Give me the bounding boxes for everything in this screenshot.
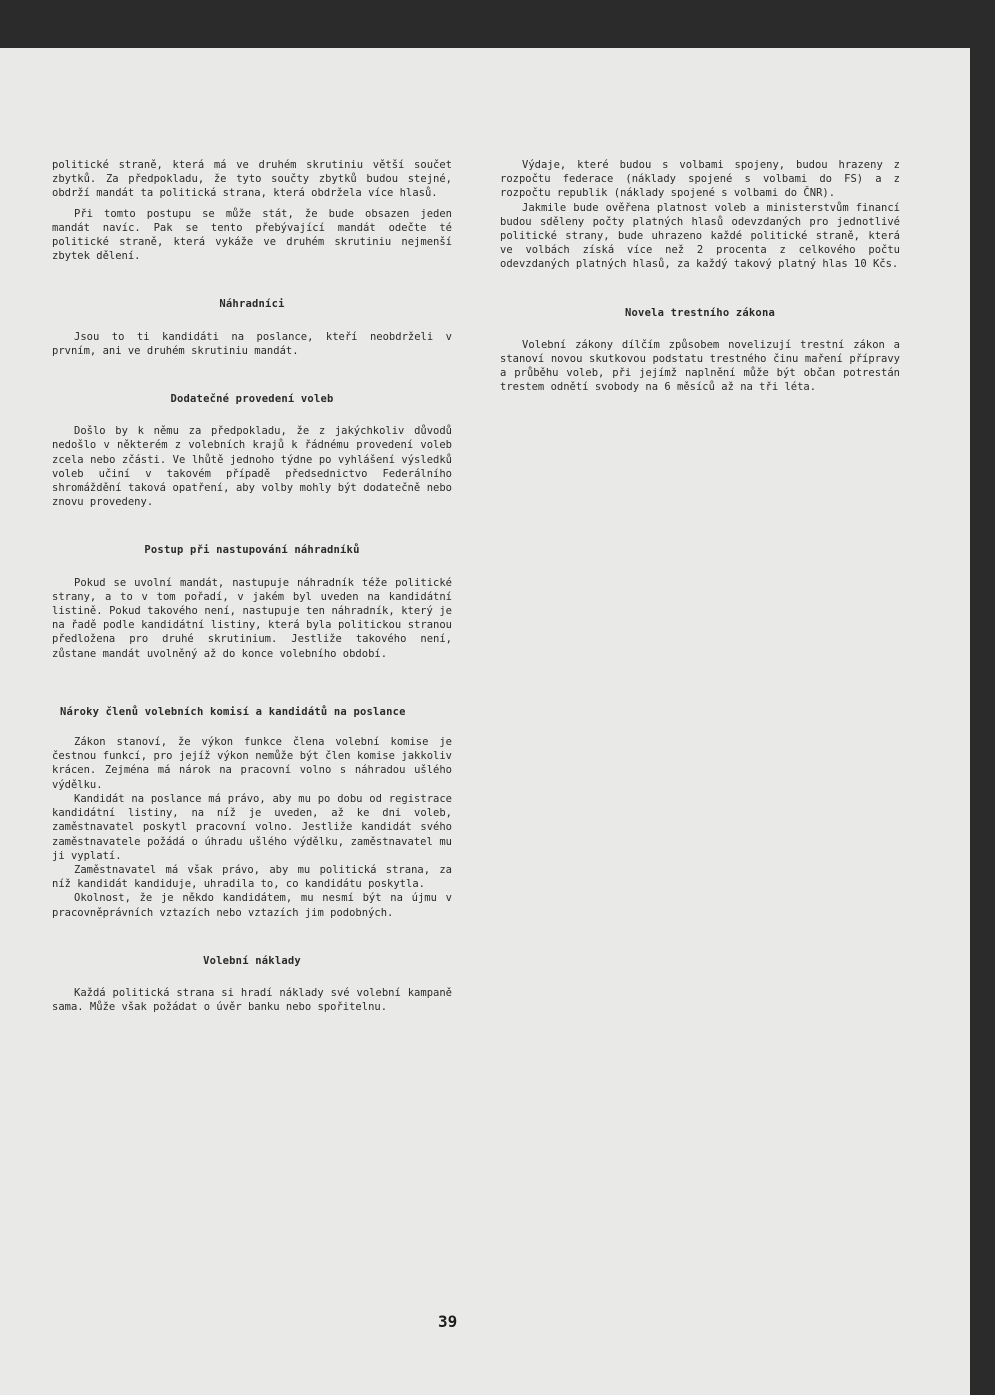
page-number: 39 (438, 1312, 458, 1331)
document-page (0, 48, 970, 1395)
paragraph: Zákon stanoví, že výkon funkce člena volební komise je čestnou funkcí, pro jejíž výkon nemůže být člen komise jakkoliv krácen. Zejména má nárok na pracovní volno s náhradou ušlého výdělku. (52, 736, 452, 791)
paragraph: Okolnost, že je někdo kandidátem, mu nesmí být na újmu v pracovněprávních vztazích nebo vztazích jim podobných. (52, 892, 452, 919)
section-heading: Dodatečné provedení voleb (170, 393, 334, 406)
section-heading: Náhradníci (219, 298, 285, 311)
right-column (500, 158, 900, 395)
paragraph: Každá politická strana si hradí náklady své volební kampaně sama. Může však požádat o úvěr banku nebo spořitelnu. (52, 986, 452, 1014)
section-heading: Nároky členů volebních komisí a kandidátů na poslance (60, 705, 406, 718)
paragraph: Jakmile bude ověřena platnost voleb a ministerstvům financí budou sděleny počty platných hlasů odevzdaných pro jednotlivé politické strany, bude uhrazeno každé politické straně, která ve volbách získá více než 2 procenta z celkového počtu odevzdaných platných hlasů, za každý takový platný hlas 10 Kčs. (500, 201, 900, 271)
paragraph: Volební zákony dílčím způsobem novelizují trestní zákon a stanoví novou skutkovou podstatu trestného činu maření přípravy a průběhu voleb, při jejímž naplnění může být občan potrestán trestem odnětí svobody na 6 měsíců až na tři léta. (500, 338, 900, 394)
section-heading: Volební náklady (203, 954, 301, 967)
section-heading: Novela trestního zákona (625, 306, 775, 319)
paragraph: Kandidát na poslance má právo, aby mu po dobu od registrace kandidátní listiny, na níž je uveden, až ke dni voleb, zaměstnavatel poskytl pracovní volno. Jestliže kandidát svého zaměstnavatele požádá o úhradu ušlého výdělku, zaměstnavatel mu ji vyplatí. (52, 792, 452, 862)
paragraph: Jsou to ti kandidáti na poslance, kteří neobdrželi v prvním, ani ve druhém skrutiniu mandát. (52, 330, 452, 357)
paragraph: Pokud se uvolní mandát, nastupuje náhradník téže politické strany, a to v tom pořadí, v jakém byl uveden na kandidátní listině. Pokud takového není, nastupuje ten náhradník, který je na řadě podle kandidátní listiny, která byla politickou stranou předložena pro druhé skrutinium. Jestliže takového není, zůstane mandát uvolněný až do konce volebního období. (52, 576, 452, 660)
paragraph: Při tomto postupu se může stát, že bude obsazen jeden mandát navíc. Pak se tento přebývající mandát odečte té politické straně, která vykáže ve druhém skrutiniu nejmenší zbytek dělení. (52, 207, 452, 263)
paragraph: politické straně, která má ve druhém skrutiniu větší součet zbytků. Za předpokladu, že tyto součty zbytků budou stejné, obdrží mandát ta politická strana, která obdržela více hlasů. (52, 159, 452, 200)
paragraph: Zaměstnavatel má však právo, aby mu politická strana, za níž kandidát kandiduje, uhradila to, co kandidátu poskytla. (52, 863, 452, 891)
section-heading: Postup při nastupování náhradníků (144, 544, 360, 557)
left-column (52, 158, 452, 1014)
paragraph: Výdaje, které budou s volbami spojeny, budou hrazeny z rozpočtu federace (náklady spojené s volbami do FS) a z rozpočtu republik (náklady spojené s volbami do ČNR). (500, 159, 900, 200)
paragraph: Došlo by k němu za předpokladu, že z jakýchkoliv důvodů nedošlo v některém z volebních krajů k řádnému provedení voleb zcela nebo zčásti. Ve lhůtě jednoho týdne po vyhlášení výsledků voleb učiní v takovém případě předsednictvo Federálního shromáždění taková opatření, aby volby mohly být dodatečně nebo znovu provedeny. (52, 425, 452, 509)
